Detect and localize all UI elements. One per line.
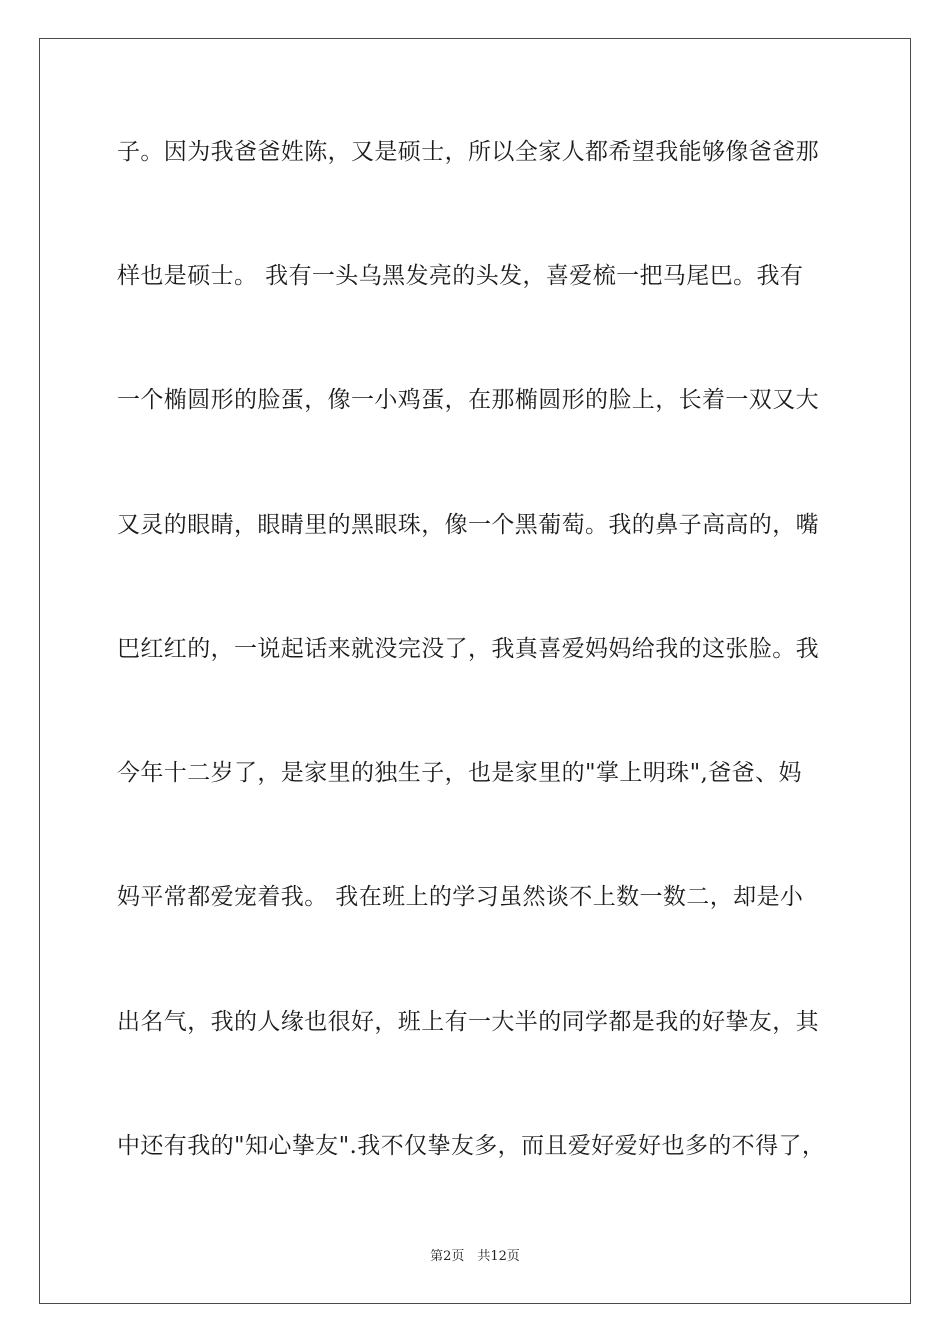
text-line: 一个椭圆形的脸蛋，像一小鸡蛋，在那椭圆形的脸上，长着一双又大 [117,387,819,413]
text-line: 样也是硕士。 我有一头乌黑发亮的头发，喜爱梳一把马尾巴。我有 [117,263,804,289]
text-line: 又灵的眼睛，眼睛里的黑眼珠，像一个黑葡萄。我的鼻子高高的，嘴 [117,512,819,538]
page-number-footer: 第2页 共12页 [430,1249,520,1264]
text-line: 今年十二岁了，是家里的独生子，也是家里的"掌上明珠",爸爸、妈 [117,760,802,786]
text-line: 妈平常都爱宠着我。 我在班上的学习虽然谈不上数一数二，却是小 [117,884,804,910]
text-line: 子。因为我爸爸姓陈，又是硕士，所以全家人都希望我能够像爸爸那 [117,139,819,165]
text-line: 中还有我的"知心挚友".我不仅挚友多，而且爱好爱好也多的不得了， [117,1133,826,1159]
page-border [39,38,911,1304]
text-line: 巴红红的，一说起话来就没完没了，我真喜爱妈妈给我的这张脸。我 [117,636,819,662]
text-line: 出名气，我的人缘也很好，班上有一大半的同学都是我的好挚友，其 [117,1009,819,1035]
